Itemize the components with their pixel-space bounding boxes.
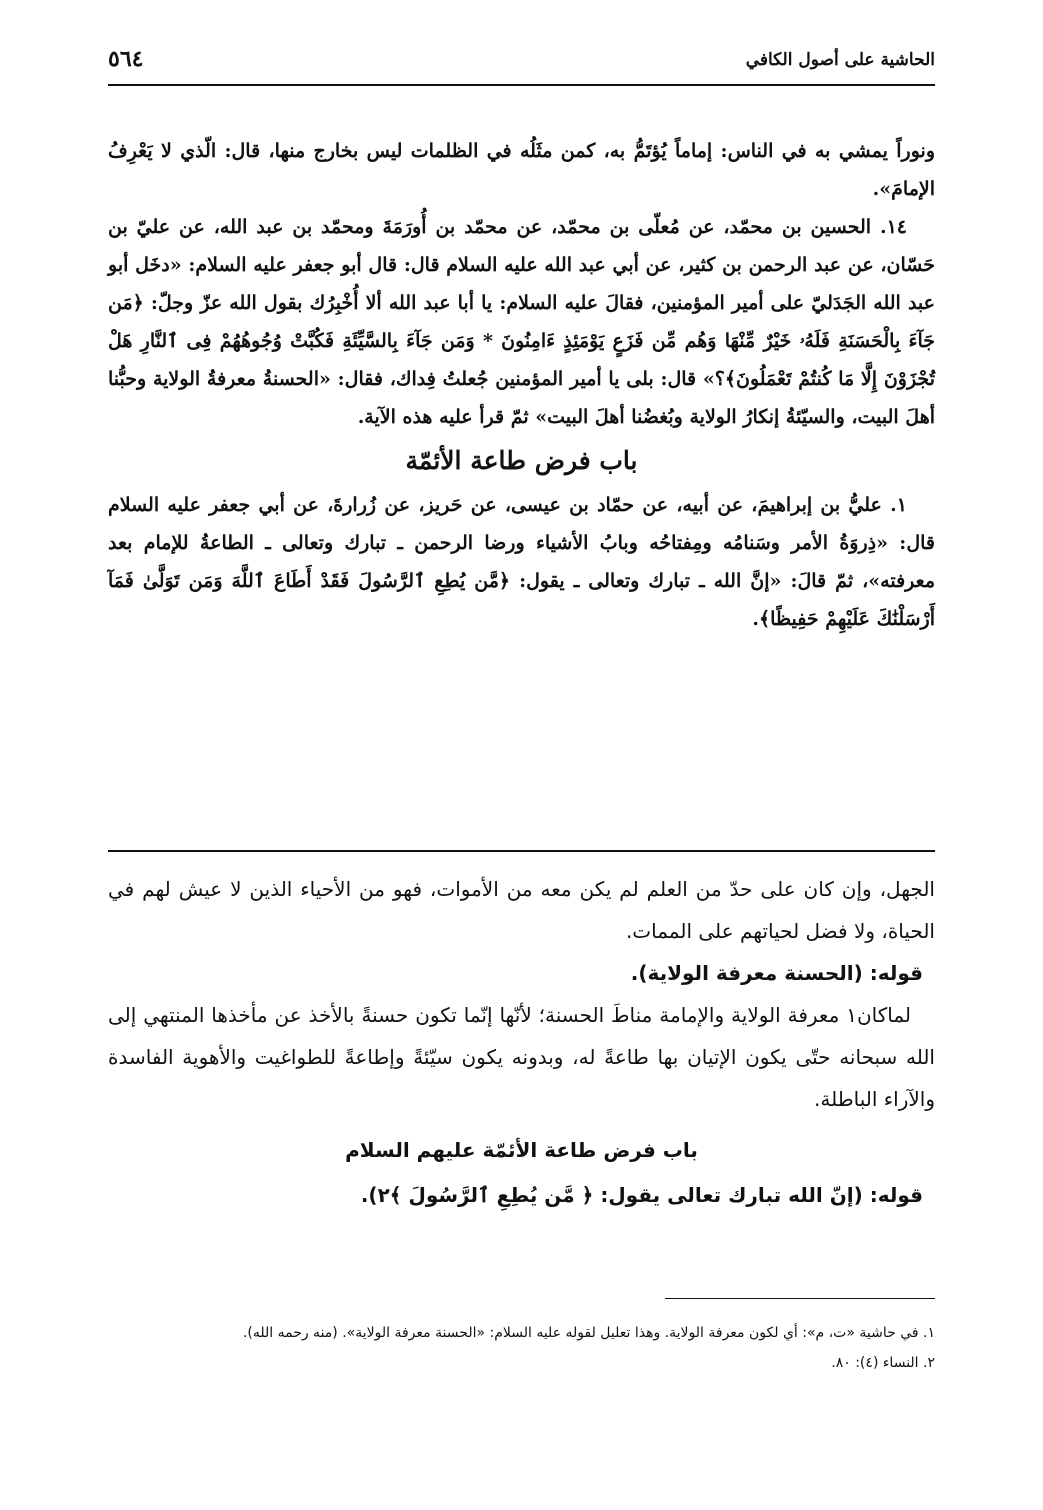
commentary-separator [108,850,935,852]
hadith-1: ١. عليُّ بن إبراهيمَ، عن أبيه، عن حمّاد بن عيسى، عن حَريز، عن زُرارةَ، عن أبي جعفر عليه السلام قال: «ذِروَةُ الأمر وسَنامُه ومِفتاحُه وبابُ الأشياء ورضا الرحمن ـ تبارك وتعالى ـ الطاعةُ للإمام بعد معرفته»، ثمّ قالَ: «إنَّ الله ـ تبارك وتعالى ـ يقول: ﴿مَّن يُطِعِ ٱلرَّسُولَ فَقَدْ أَطَاعَ ٱللَّهَ وَمَن تَوَلَّىٰ فَمَآ أَرْسَلْنَٰكَ عَلَيْهِمْ حَفِيظًا﴾. [108,494,935,630]
commentary-quote-2: قوله: (إنّ الله تبارك تعالى يقول: ﴿ مَّن يُطِعِ ٱلرَّسُولَ ﴾٢). [360,1183,923,1207]
commentary-quote-1: قوله: (الحسنة معرفة الولاية). [630,961,923,985]
main-text [108,132,935,638]
page-header [108,40,935,88]
footnote-2: ٢. النساء (٤): ٨٠. [831,1355,935,1371]
running-title: الحاشية على أصول الكافي [745,50,935,70]
page-number: ٥٦٤ [108,46,144,72]
commentary [108,868,935,1216]
commentary-paragraph-1: الجهل، وإن كان على حدّ من العلم لم يكن معه من الأموات، فهو من الأحياء الذين لا عيش لهم في الحياة، ولا فضل لحياتهم على الممات. [108,877,935,943]
commentary-chapter-heading: باب فرض طاعة الأئمّة عليهم السلام [345,1138,698,1162]
footnote-1: ١. في حاشية «ت، م»: أي لكون معرفة الولاية. وهذا تعليل لقوله عليه السلام: «الحسنة معرفة الولاية». (منه رحمه الله). [242,1325,935,1341]
chapter-heading: باب فرض طاعة الأئمّة [405,446,638,475]
hadith-14: ١٤. الحسين بن محمّد، عن مُعلّى بن محمّد، عن محمّد بن أُورَمَةَ ومحمّد بن عبد الله، عن عليّ بن حَسّان، عن عبد الرحمن بن كثير، عن أبي عبد الله عليه السلام قال: قال أبو جعفر عليه السلام: «دخَل أبو عبد الله الجَدَليّ على أمير المؤمنين، فقالَ عليه السلام: يا أبا عبد الله ألا أُخْبِرُك بقول الله عزّ وجلّ: ﴿مَن جَآءَ بِالْحَسَنَةِ فَلَهُۥ خَيْرٌ مِّنْهَا وَهُم مِّن فَزَعٍ يَوْمَئِذٍ ءَامِنُونَ * وَمَن جَآءَ بِالسَّيِّئَةِ فَكُبَّتْ وُجُوهُهُمْ فِى ٱلنَّارِ هَلْ تُجْزَوْنَ إِلَّا مَا كُنتُمْ تَعْمَلُونَ﴾؟» قال: بلى يا أمير المؤمنين جُعلتُ فِداك، فقال: «الحسنةُ معرفةُ الولاية وحبُّنا أهلَ البيت، والسيّئةُ إنكارُ الولاية وبُغضُنا أهلَ البيت» ثمّ قرأ عليه هذه الآية. [108,216,935,428]
header-rule [108,84,935,86]
main-paragraph-1: ونوراً يمشي به في الناس: إماماً يُؤتَمُّ به، كمن مثَلُه في الظلمات ليس بخارج منها، قال: الّذي لا يَعْرِفُ الإمامَ». [108,140,935,200]
commentary-paragraph-2: لماكان١ معرفة الولاية والإمامة مناطَ الحسنة؛ لأنّها إنّما تكون حسنةً بالأخذ عن مأخذها المنتهي إلى الله سبحانه حتّى يكون الإتيان بها طاعةً له، وبدونه يكون سيّئةً وإطاعةً للطواغيت والأهوية الفاسدة والآراء الباطلة. [108,1003,935,1111]
footnotes [108,1318,935,1378]
footnote-rule [665,1298,935,1299]
